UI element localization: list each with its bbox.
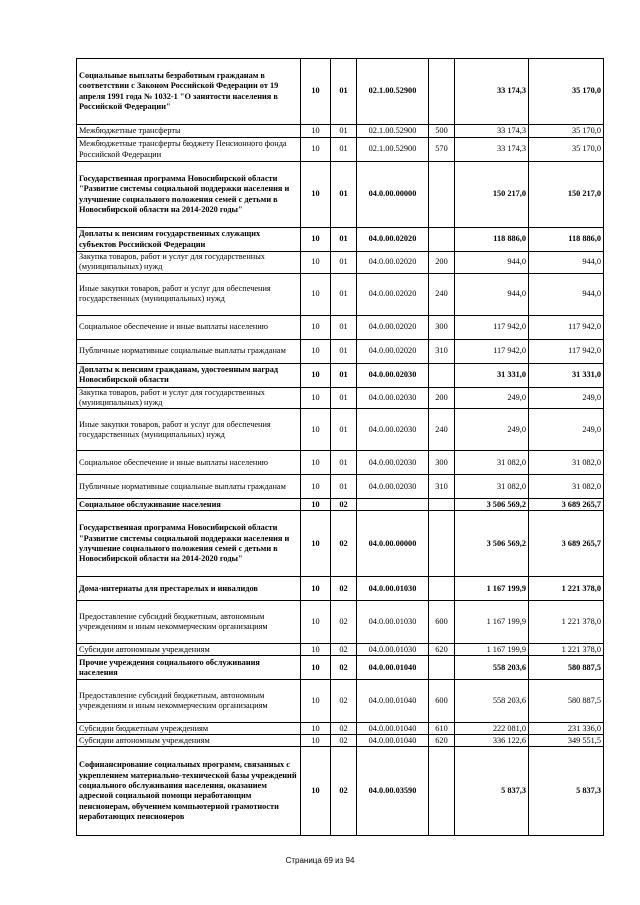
row-section: 10 <box>301 162 331 228</box>
row-expense-type <box>429 656 455 680</box>
row-amount-year2: 349 551,5 <box>529 735 604 747</box>
row-expense-type: 300 <box>429 451 455 475</box>
table-row <box>77 656 604 680</box>
row-subsection: 02 <box>331 656 357 680</box>
row-expense-type: 300 <box>429 315 455 339</box>
row-subsection: 01 <box>331 162 357 228</box>
row-target-article: 04.0.00.02020 <box>357 273 429 315</box>
table-row <box>77 409 604 451</box>
table-row <box>77 747 604 836</box>
table-row <box>77 511 604 577</box>
row-amount-year1: 222 081,0 <box>455 723 529 735</box>
row-amount-year1: 944,0 <box>455 273 529 315</box>
row-subsection: 02 <box>331 747 357 836</box>
row-amount-year2: 35 170,0 <box>529 138 604 162</box>
row-name: Предоставление субсидий бюджетным, автономным учреждениям и иным некоммерческим организациям <box>77 680 301 723</box>
row-subsection: 01 <box>331 138 357 162</box>
table-row <box>77 228 604 252</box>
row-amount-year1: 5 837,3 <box>455 747 529 836</box>
row-subsection: 01 <box>331 59 357 125</box>
row-name: Государственная программа Новосибирской области "Развитие системы социальной поддержки населения и улучшение социального положения семей с детьми в Новосибирской области на 2014-2020 годы" <box>77 511 301 577</box>
row-subsection: 02 <box>331 601 357 644</box>
row-amount-year2: 35 170,0 <box>529 59 604 125</box>
table-row <box>77 387 604 409</box>
row-subsection: 02 <box>331 577 357 601</box>
row-subsection: 01 <box>331 315 357 339</box>
table-row <box>77 601 604 644</box>
row-amount-year1: 118 886,0 <box>455 228 529 252</box>
table-row <box>77 315 604 339</box>
row-amount-year1: 558 203,6 <box>455 680 529 723</box>
row-amount-year2: 117 942,0 <box>529 339 604 363</box>
row-name: Доплаты к пенсиям государственных служащих субъектов Российской Федерации <box>77 228 301 252</box>
row-name: Социальное обслуживание населения <box>77 499 301 511</box>
row-amount-year2: 580 887,5 <box>529 656 604 680</box>
row-amount-year2: 150 217,0 <box>529 162 604 228</box>
row-name: Предоставление субсидий бюджетным, автономным учреждениям и иным некоммерческим организациям <box>77 601 301 644</box>
table-row <box>77 363 604 387</box>
row-expense-type: 240 <box>429 273 455 315</box>
row-name: Закупка товаров, работ и услуг для государственных (муниципальных) нужд <box>77 387 301 409</box>
row-expense-type <box>429 162 455 228</box>
row-subsection: 01 <box>331 252 357 274</box>
budget-table <box>76 58 604 836</box>
row-amount-year2: 249,0 <box>529 387 604 409</box>
row-amount-year1: 33 174,3 <box>455 125 529 138</box>
row-name: Социальные выплаты безработным гражданам в соответствии с Законом Российской Федерации от 19 апреля 1991 года № 1032-1 "О занятости населения в Российской Федерации" <box>77 59 301 125</box>
row-name: Иные закупки товаров, работ и услуг для обеспечения государственных (муниципальных) нужд <box>77 409 301 451</box>
table-row <box>77 735 604 747</box>
table-row <box>77 252 604 274</box>
row-subsection: 02 <box>331 723 357 735</box>
row-target-article <box>357 499 429 511</box>
table-row <box>77 451 604 475</box>
row-expense-type: 310 <box>429 475 455 499</box>
row-amount-year2: 117 942,0 <box>529 315 604 339</box>
row-section: 10 <box>301 723 331 735</box>
row-section: 10 <box>301 451 331 475</box>
row-expense-type <box>429 577 455 601</box>
row-name: Закупка товаров, работ и услуг для государственных (муниципальных) нужд <box>77 252 301 274</box>
row-subsection: 01 <box>331 339 357 363</box>
row-target-article: 04.0.00.00000 <box>357 162 429 228</box>
row-target-article: 04.0.00.02030 <box>357 409 429 451</box>
row-target-article: 04.0.00.01030 <box>357 601 429 644</box>
row-subsection: 01 <box>331 475 357 499</box>
row-target-article: 04.0.00.01040 <box>357 723 429 735</box>
row-expense-type: 600 <box>429 680 455 723</box>
row-subsection: 01 <box>331 387 357 409</box>
table-row <box>77 125 604 138</box>
row-subsection: 01 <box>331 273 357 315</box>
row-expense-type: 620 <box>429 644 455 656</box>
table-row <box>77 162 604 228</box>
row-target-article: 04.0.00.03590 <box>357 747 429 836</box>
row-amount-year1: 3 506 569,2 <box>455 499 529 511</box>
row-expense-type <box>429 228 455 252</box>
row-section: 10 <box>301 499 331 511</box>
row-target-article: 04.0.00.02030 <box>357 363 429 387</box>
row-subsection: 01 <box>331 125 357 138</box>
table-row <box>77 499 604 511</box>
row-target-article: 04.0.00.01040 <box>357 680 429 723</box>
row-expense-type: 200 <box>429 252 455 274</box>
table-body <box>77 59 604 836</box>
row-target-article: 04.0.00.01030 <box>357 577 429 601</box>
row-amount-year2: 3 689 265,7 <box>529 511 604 577</box>
row-name: Доплаты к пенсиям гражданам, удостоенным наград Новосибирской области <box>77 363 301 387</box>
row-amount-year2: 944,0 <box>529 252 604 274</box>
row-target-article: 04.0.00.02030 <box>357 387 429 409</box>
row-name: Межбюджетные трансферты бюджету Пенсионного фонда Российской Федерации <box>77 138 301 162</box>
row-amount-year2: 31 082,0 <box>529 451 604 475</box>
row-amount-year1: 3 506 569,2 <box>455 511 529 577</box>
row-amount-year2: 580 887,5 <box>529 680 604 723</box>
row-section: 10 <box>301 735 331 747</box>
table-row <box>77 273 604 315</box>
row-amount-year2: 118 886,0 <box>529 228 604 252</box>
row-amount-year2: 5 837,3 <box>529 747 604 836</box>
row-section: 10 <box>301 644 331 656</box>
table-row <box>77 59 604 125</box>
row-section: 10 <box>301 363 331 387</box>
row-expense-type <box>429 511 455 577</box>
row-subsection: 02 <box>331 511 357 577</box>
row-name: Публичные нормативные социальные выплаты гражданам <box>77 339 301 363</box>
row-amount-year2: 944,0 <box>529 273 604 315</box>
row-name: Межбюджетные трансферты <box>77 125 301 138</box>
row-expense-type: 240 <box>429 409 455 451</box>
page-number: Страница 69 из 94 <box>285 856 355 865</box>
row-section: 10 <box>301 315 331 339</box>
row-name: Социальное обеспечение и иные выплаты населению <box>77 451 301 475</box>
row-amount-year1: 31 082,0 <box>455 451 529 475</box>
row-amount-year2: 31 082,0 <box>529 475 604 499</box>
row-amount-year1: 249,0 <box>455 387 529 409</box>
row-amount-year1: 117 942,0 <box>455 339 529 363</box>
row-target-article: 02.1.00.52900 <box>357 59 429 125</box>
row-section: 10 <box>301 601 331 644</box>
row-section: 10 <box>301 339 331 363</box>
row-amount-year1: 1 167 199,9 <box>455 601 529 644</box>
row-target-article: 04.0.00.02020 <box>357 252 429 274</box>
row-expense-type: 200 <box>429 387 455 409</box>
row-name: Публичные нормативные социальные выплаты гражданам <box>77 475 301 499</box>
row-name: Субсидии автономным учреждениям <box>77 644 301 656</box>
row-subsection: 02 <box>331 499 357 511</box>
row-target-article: 04.0.00.02030 <box>357 475 429 499</box>
row-expense-type: 310 <box>429 339 455 363</box>
row-section: 10 <box>301 273 331 315</box>
row-target-article: 04.0.00.01030 <box>357 644 429 656</box>
row-subsection: 01 <box>331 363 357 387</box>
row-name: Субсидии бюджетным учреждениям <box>77 723 301 735</box>
row-expense-type: 500 <box>429 125 455 138</box>
row-target-article: 04.0.00.02020 <box>357 228 429 252</box>
row-section: 10 <box>301 747 331 836</box>
row-target-article: 04.0.00.02020 <box>357 315 429 339</box>
row-expense-type: 610 <box>429 723 455 735</box>
table-row <box>77 339 604 363</box>
row-subsection: 01 <box>331 451 357 475</box>
row-name: Государственная программа Новосибирской области "Развитие системы социальной поддержки населения и улучшение социального положения семей с детьми в Новосибирской области на 2014-2020 годы" <box>77 162 301 228</box>
row-amount-year1: 336 122,6 <box>455 735 529 747</box>
table-row <box>77 138 604 162</box>
row-amount-year1: 33 174,3 <box>455 138 529 162</box>
row-amount-year2: 1 221 378,0 <box>529 644 604 656</box>
row-amount-year2: 1 221 378,0 <box>529 577 604 601</box>
row-amount-year1: 31 331,0 <box>455 363 529 387</box>
row-expense-type <box>429 59 455 125</box>
row-section: 10 <box>301 59 331 125</box>
row-section: 10 <box>301 138 331 162</box>
row-target-article: 02.1.00.52900 <box>357 125 429 138</box>
row-name: Дома-интернаты для престарелых и инвалидов <box>77 577 301 601</box>
row-amount-year2: 35 170,0 <box>529 125 604 138</box>
row-name: Субсидии автономным учреждениям <box>77 735 301 747</box>
row-subsection: 01 <box>331 409 357 451</box>
row-section: 10 <box>301 475 331 499</box>
row-section: 10 <box>301 387 331 409</box>
row-section: 10 <box>301 680 331 723</box>
row-section: 10 <box>301 409 331 451</box>
row-target-article: 04.0.00.02030 <box>357 451 429 475</box>
table-row <box>77 723 604 735</box>
row-amount-year1: 1 167 199,9 <box>455 644 529 656</box>
row-expense-type: 620 <box>429 735 455 747</box>
row-target-article: 04.0.00.00000 <box>357 511 429 577</box>
row-name: Социальное обеспечение и иные выплаты населению <box>77 315 301 339</box>
row-expense-type <box>429 363 455 387</box>
row-name: Прочие учреждения социального обслуживания населения <box>77 656 301 680</box>
row-amount-year2: 1 221 378,0 <box>529 601 604 644</box>
row-name: Софинансирование социальных программ, связанных с укреплением материально-технической базы учреждений социального обслуживания населения, оказанием адресной социальной помощи неработающим пенсионерам, обучением компьютерной грамотности неработающих пенсионеров <box>77 747 301 836</box>
table-row <box>77 644 604 656</box>
row-name: Иные закупки товаров, работ и услуг для обеспечения государственных (муниципальных) нужд <box>77 273 301 315</box>
table-row <box>77 577 604 601</box>
row-subsection: 01 <box>331 228 357 252</box>
row-target-article: 02.1.00.52900 <box>357 138 429 162</box>
row-section: 10 <box>301 511 331 577</box>
table-row <box>77 680 604 723</box>
row-amount-year1: 150 217,0 <box>455 162 529 228</box>
row-subsection: 02 <box>331 680 357 723</box>
row-amount-year1: 31 082,0 <box>455 475 529 499</box>
row-amount-year1: 944,0 <box>455 252 529 274</box>
row-amount-year2: 3 689 265,7 <box>529 499 604 511</box>
row-section: 10 <box>301 577 331 601</box>
row-expense-type: 570 <box>429 138 455 162</box>
row-expense-type <box>429 499 455 511</box>
row-section: 10 <box>301 125 331 138</box>
row-subsection: 02 <box>331 644 357 656</box>
row-amount-year1: 249,0 <box>455 409 529 451</box>
row-expense-type: 600 <box>429 601 455 644</box>
table-row <box>77 475 604 499</box>
row-amount-year2: 231 336,0 <box>529 723 604 735</box>
row-amount-year2: 31 331,0 <box>529 363 604 387</box>
row-amount-year2: 249,0 <box>529 409 604 451</box>
row-subsection: 02 <box>331 735 357 747</box>
row-amount-year1: 33 174,3 <box>455 59 529 125</box>
row-amount-year1: 1 167 199,9 <box>455 577 529 601</box>
row-section: 10 <box>301 656 331 680</box>
row-section: 10 <box>301 252 331 274</box>
row-target-article: 04.0.00.01040 <box>357 656 429 680</box>
row-section: 10 <box>301 228 331 252</box>
row-target-article: 04.0.00.02020 <box>357 339 429 363</box>
row-target-article: 04.0.00.01040 <box>357 735 429 747</box>
row-amount-year1: 117 942,0 <box>455 315 529 339</box>
row-expense-type <box>429 747 455 836</box>
row-amount-year1: 558 203,6 <box>455 656 529 680</box>
